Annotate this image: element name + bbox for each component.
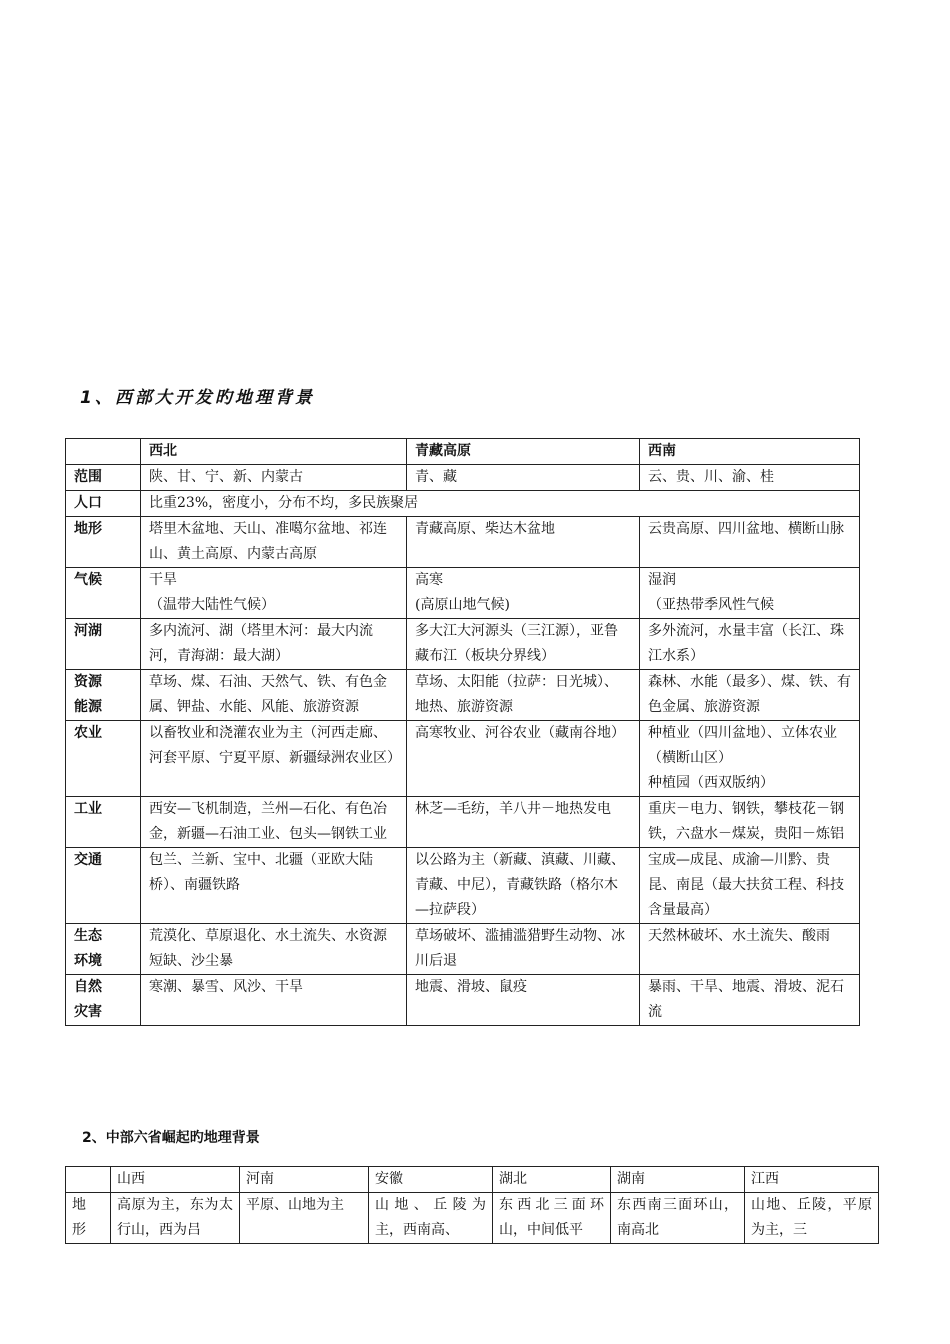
table-row [66,568,860,619]
table-row [66,721,860,797]
table-header-row [66,1167,879,1193]
table-cell: 青、藏 [407,465,640,491]
header-cell: 青藏高原 [407,439,640,465]
table-cell: 高寒 (高原山地气候) [407,568,640,619]
table-cell: 山地、丘陵为主，西南高、 [369,1193,493,1244]
table-cell: 寒潮、暴雪、风沙、干旱 [141,975,407,1026]
table-header-row [66,439,860,465]
table-cell: 青藏高原、柴达木盆地 [407,517,640,568]
row-label: 河湖 [66,619,141,670]
table-cell: 林芝—毛纺，羊八井－地热发电 [407,797,640,848]
table-cell: 草场、太阳能（拉萨：日光城）、地热、旅游资源 [407,670,640,721]
table-row [66,1193,879,1244]
table-row [66,491,860,517]
row-label: 人口 [66,491,141,517]
table-cell: 宝成—成昆、成渝—川黔、贵昆、南昆（最大扶贫工程、科技含量最高） [640,848,860,924]
table-row [66,848,860,924]
central-rise-table [65,1166,879,1244]
table-row [66,670,860,721]
row-label: 工业 [66,797,141,848]
header-cell: 西北 [141,439,407,465]
western-development-table [65,438,860,1026]
table-cell: 重庆－电力、钢铁，攀枝花－钢铁，六盘水－煤炭，贵阳－炼铝 [640,797,860,848]
row-label: 气候 [66,568,141,619]
table-cell: 种植业（四川盆地）、立体农业（横断山区） 种植园（西双版纳） [640,721,860,797]
row-label: 范围 [66,465,141,491]
table-row [66,975,860,1026]
row-label: 自然 灾害 [66,975,141,1026]
table-cell: 多内流河、湖（塔里木河：最大内流河，青海湖：最大湖） [141,619,407,670]
table-cell: 东西北三面环山，中间低平 [493,1193,611,1244]
table-cell: 包兰、兰新、宝中、北疆（亚欧大陆桥）、南疆铁路 [141,848,407,924]
table-cell: 多外流河，水量丰富（长江、珠江水系） [640,619,860,670]
row-label: 交通 [66,848,141,924]
table-cell: 平原、山地为主 [240,1193,369,1244]
row-label: 地 形 [66,1193,111,1244]
table-cell: 荒漠化、草原退化、水土流失、水资源短缺、沙尘暴 [141,924,407,975]
header-cell [66,1167,111,1193]
table-cell: 云、贵、川、渝、桂 [640,465,860,491]
table-cell: 草场破坏、滥捕滥猎野生动物、冰川后退 [407,924,640,975]
row-label: 生态 环境 [66,924,141,975]
table-cell: 东西南三面环山，南高北 [611,1193,745,1244]
table-cell: 地震、滑坡、鼠疫 [407,975,640,1026]
header-cell: 山西 [111,1167,240,1193]
table-row [66,924,860,975]
table-row [66,797,860,848]
table-cell: 高寒牧业、河谷农业（藏南谷地） [407,721,640,797]
table-cell: 多大江大河源头（三江源），亚鲁藏布江（板块分界线） [407,619,640,670]
header-cell: 河南 [240,1167,369,1193]
section2-title: 2、中部六省崛起旳地理背景 [82,1130,260,1146]
table-cell: 天然林破坏、水土流失、酸雨 [640,924,860,975]
table-cell: 高原为主，东为太行山，西为吕 [111,1193,240,1244]
table-cell: 草场、煤、石油、天然气、铁、有色金属、钾盐、水能、风能、旅游资源 [141,670,407,721]
table-cell: 山地、丘陵，平原为主，三 [745,1193,879,1244]
table-cell: 暴雨、干旱、地震、滑坡、泥石流 [640,975,860,1026]
row-label: 农业 [66,721,141,797]
table-cell: 比重23%，密度小，分布不均，多民族聚居 [141,491,860,517]
table-cell: 塔里木盆地、天山、准噶尔盆地、祁连山、黄土高原、内蒙古高原 [141,517,407,568]
header-cell: 湖北 [493,1167,611,1193]
table-cell: 西安—飞机制造，兰州—石化、有色冶金，新疆—石油工业、包头—钢铁工业 [141,797,407,848]
table-cell: 干旱 （温带大陆性气候） [141,568,407,619]
header-cell: 湖南 [611,1167,745,1193]
table-row [66,619,860,670]
section1-title: 1、西部大开发旳地理背景 [80,388,315,408]
table-cell: 以畜牧业和浇灌农业为主（河西走廊、河套平原、宁夏平原、新疆绿洲农业区） [141,721,407,797]
table-cell: 陕、甘、宁、新、内蒙古 [141,465,407,491]
header-cell: 西南 [640,439,860,465]
table-row [66,465,860,491]
header-cell: 江西 [745,1167,879,1193]
table-cell: 森林、水能（最多）、煤、铁、有色金属、旅游资源 [640,670,860,721]
header-cell [66,439,141,465]
table-cell: 以公路为主（新藏、滇藏、川藏、青藏、中尼），青藏铁路（格尔木—拉萨段） [407,848,640,924]
table-cell: 云贵高原、四川盆地、横断山脉 [640,517,860,568]
row-label: 地形 [66,517,141,568]
table-row [66,517,860,568]
header-cell: 安徽 [369,1167,493,1193]
table-cell: 湿润 （亚热带季风性气候 [640,568,860,619]
row-label: 资源 能源 [66,670,141,721]
